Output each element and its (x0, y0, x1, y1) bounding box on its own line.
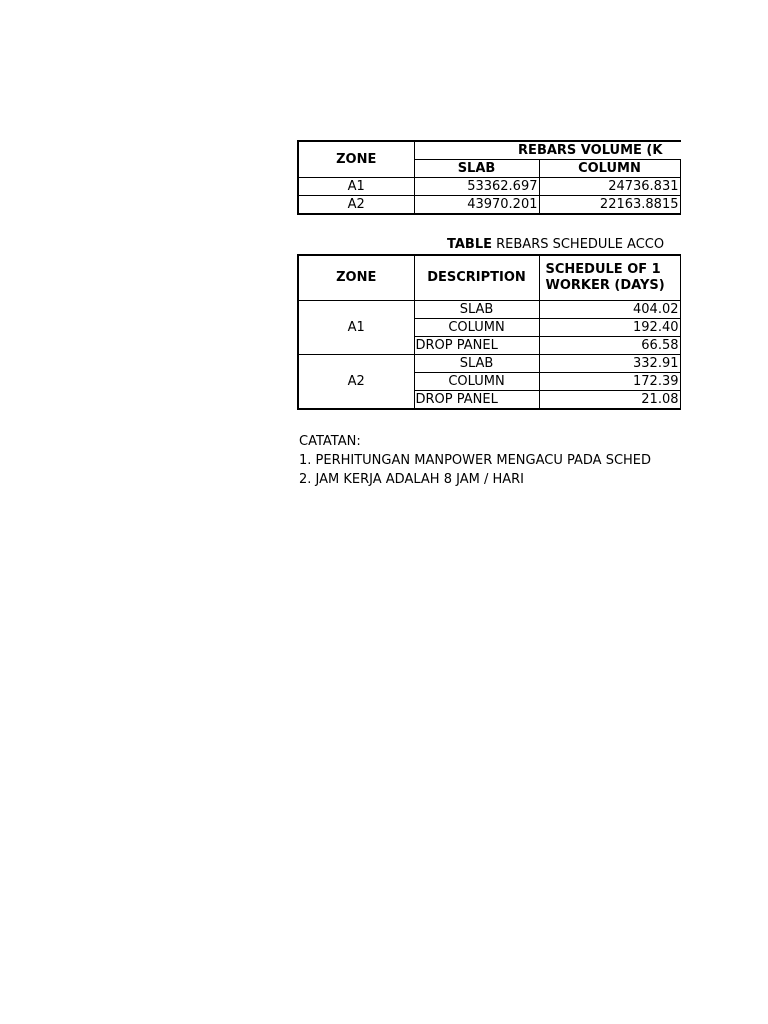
empty-cell (680, 373, 681, 391)
schedule-header-line1: SCHEDULE OF 1 (545, 262, 661, 277)
rebars-volume-table (297, 140, 681, 215)
zone-header: ZONE (298, 141, 414, 178)
note-line: 2. JAM KERJA ADALAH 8 JAM / HARI (299, 472, 524, 487)
days-cell: 192.40 (539, 319, 680, 337)
zone-header: ZONE (298, 255, 414, 301)
rebars-schedule-table (297, 254, 681, 410)
empty-cell (680, 319, 681, 337)
rebars-volume-header: REBARS VOLUME (K (414, 141, 681, 160)
slab-header: SLAB (414, 160, 539, 178)
description-cell: SLAB (414, 355, 539, 373)
zone-cell: A2 (298, 355, 414, 410)
zone-cell: A1 (298, 301, 414, 355)
note-line: 1. PERHITUNGAN MANPOWER MENGACU PADA SCHED (299, 453, 652, 468)
description-cell: COLUMN (414, 319, 539, 337)
days-cell: 404.02 (539, 301, 680, 319)
days-cell: 21.08 (539, 391, 680, 410)
empty-cell (680, 355, 681, 373)
slab-volume-cell: 43970.201 (414, 196, 539, 215)
empty-cell (680, 301, 681, 319)
table-row (298, 301, 681, 319)
days-cell: 66.58 (539, 337, 680, 355)
empty-header-cell (680, 255, 681, 301)
description-cell: COLUMN (414, 373, 539, 391)
schedule-header (539, 255, 680, 301)
zone-cell: A2 (298, 196, 414, 215)
zone-cell: A1 (298, 178, 414, 196)
description-header: DESCRIPTION (414, 255, 539, 301)
caption-label: TABLE (447, 237, 492, 252)
column-header: COLUMN (539, 160, 680, 178)
days-cell: 172.39 (539, 373, 680, 391)
caption-text: REBARS SCHEDULE ACCO (492, 237, 665, 252)
table-row (298, 355, 681, 373)
volume-header-row (298, 141, 681, 160)
table-row (298, 196, 681, 215)
slab-volume-cell: 53362.697 (414, 178, 539, 196)
empty-cell (680, 337, 681, 355)
description-cell: DROP PANEL (414, 337, 539, 355)
schedule-header-line2: WORKER (DAYS) (545, 278, 665, 293)
empty-cell (680, 391, 681, 410)
days-cell: 332.91 (539, 355, 680, 373)
empty-cell (680, 178, 681, 196)
column-volume-cell: 22163.8815 (539, 196, 680, 215)
table-row (298, 178, 681, 196)
schedule-header-row (298, 255, 681, 301)
empty-cell (680, 196, 681, 215)
schedule-table-caption (447, 236, 664, 253)
notes-block (299, 432, 651, 489)
empty-header-cell (680, 160, 681, 178)
column-volume-cell: 24736.831 (539, 178, 680, 196)
description-cell: DROP PANEL (414, 391, 539, 410)
description-cell: SLAB (414, 301, 539, 319)
notes-title: CATATAN: (299, 434, 361, 449)
